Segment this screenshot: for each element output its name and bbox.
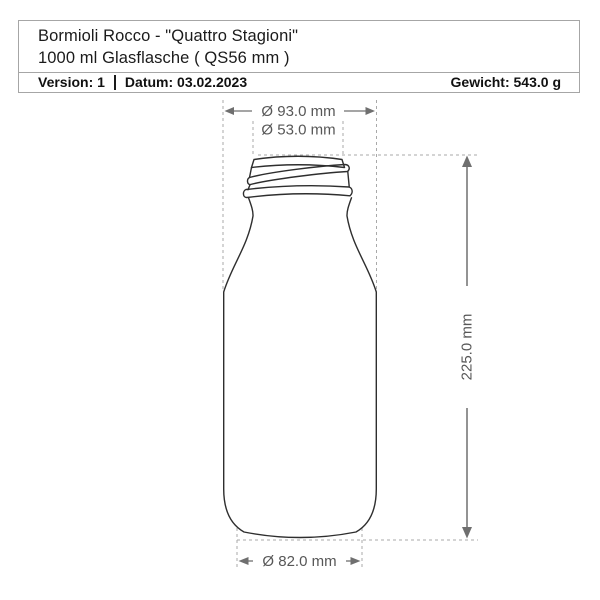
height-label: 225.0 mm: [458, 313, 476, 381]
weight-label: Gewicht: 543.0 g: [450, 74, 561, 90]
dim-height-top-arrowhead: [462, 156, 472, 168]
title-line-1: Bormioli Rocco - "Quattro Stagioni": [38, 27, 299, 45]
dim-outer-left-arrowhead: [225, 107, 235, 115]
title-line-2: 1000 ml Glasflasche ( QS56 mm ): [38, 49, 290, 67]
date-label: Datum: 03.02.2023: [124, 74, 248, 90]
base-diameter-label: Ø 82.0 mm: [262, 553, 337, 570]
bottle-body: [224, 198, 377, 538]
version-label: Version: 1: [38, 74, 105, 90]
outer-diameter-label: Ø 93.0 mm: [261, 103, 336, 120]
extension-lines: [223, 100, 478, 568]
bottle-collar: [243, 186, 352, 198]
neck-segment-right-mid: [348, 172, 349, 187]
dim-height-bottom-arrowhead: [462, 527, 472, 539]
dim-outer-right-arrowhead: [366, 107, 376, 115]
bottle-outline: [224, 156, 377, 537]
bottle-thread: [248, 165, 350, 185]
dim-base-left-arrowhead: [239, 557, 249, 565]
neck-diameter-label: Ø 53.0 mm: [261, 121, 336, 139]
neck-segment-left-upper: [250, 168, 252, 178]
dim-base-right-arrowhead: [351, 557, 361, 565]
